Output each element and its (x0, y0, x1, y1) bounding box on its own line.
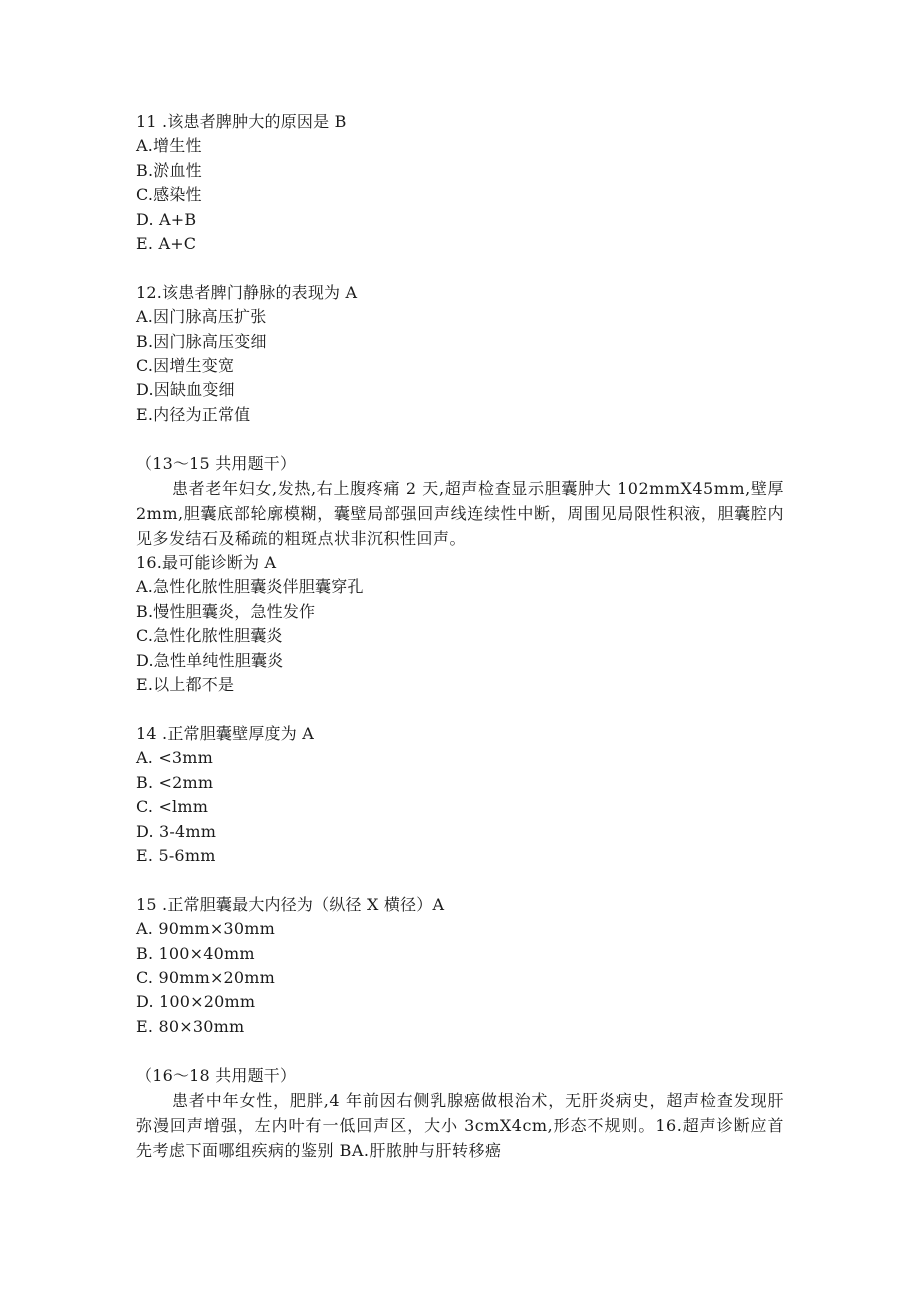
shared-stem-16-18 (136, 1064, 786, 1163)
group-header: （13～15 共用题干） (136, 453, 297, 473)
question-stem: 12.该患者脾门静脉的表现为 A (136, 282, 358, 302)
option-c: C.因增生变宽 (136, 356, 235, 376)
question-12 (136, 281, 786, 427)
option-a: A.增生性 (136, 136, 202, 156)
option-c: C.感染性 (136, 185, 202, 205)
question-stem: 11 .该患者脾肿大的原因是 B (136, 112, 347, 131)
option-a: A. 90mm×30mm (136, 919, 275, 939)
option-e: E.内径为正常值 (136, 404, 251, 424)
question-16 (136, 551, 786, 697)
question-stem: 14 .正常胆囊壁厚度为 A (136, 723, 314, 743)
spacer (136, 1039, 786, 1063)
option-a: A.急性化脓性胆囊炎伴胆囊穿孔 (136, 577, 364, 597)
option-b: B.淤血性 (136, 160, 202, 180)
case-description: 患者老年妇女,发热,右上腹疼痛 2 天,超声检查显示胆囊肿大 102mmX45mm,壁厚 2mm,胆囊底部轮廓模糊，囊壁局部强回声线连续性中断，周围见局限性积液，胆囊腔内见多发结石及稀疏的粗斑点状非沉积性回声。 (136, 479, 784, 549)
option-d: D. A+B (136, 209, 197, 229)
option-b: B. 100×40mm (136, 943, 255, 963)
question-15 (136, 893, 786, 1039)
question-stem: 15 .正常胆囊最大内径为（纵径 X 横径）A (136, 894, 445, 914)
question-stem: 16.最可能诊断为 A (136, 553, 277, 573)
shared-stem-13-15 (136, 452, 786, 551)
spacer (136, 427, 786, 451)
option-a: A. <3mm (136, 748, 214, 768)
option-c: C. <lmm (136, 797, 209, 817)
document-body (136, 110, 786, 1163)
option-d: D. 3-4mm (136, 821, 217, 841)
option-b: B. <2mm (136, 772, 214, 792)
question-11 (136, 110, 786, 256)
spacer (136, 868, 786, 892)
option-d: D.急性单纯性胆囊炎 (136, 650, 284, 670)
spacer (136, 698, 786, 722)
option-d: D. 100×20mm (136, 992, 256, 1012)
option-d: D.因缺血变细 (136, 380, 235, 400)
option-b: B.因门脉高压变细 (136, 331, 267, 351)
option-e: E.以上都不是 (136, 675, 235, 695)
option-e: E. 80×30mm (136, 1016, 245, 1036)
question-14 (136, 722, 786, 868)
option-c: C.急性化脓性胆囊炎 (136, 626, 283, 646)
option-a: A.因门脉高压扩张 (136, 307, 267, 327)
group-header: （16～18 共用题干） (136, 1065, 297, 1085)
option-e: E. A+C (136, 234, 197, 254)
case-description: 患者中年女性，肥胖,4 年前因右侧乳腺癌做根治术，无肝炎病史，超声检查发现肝弥漫回声增强，左内叶有一低回声区，大小 3cmX4cm,形态不规则。16.超声诊断应首先考虑下面哪组疾病的鉴别 BA.肝脓肿与肝转移癌 (136, 1090, 784, 1160)
option-c: C. 90mm×20mm (136, 967, 276, 987)
spacer (136, 256, 786, 280)
option-e: E. 5-6mm (136, 845, 216, 865)
option-b: B.慢性胆囊炎，急性发作 (136, 601, 316, 621)
